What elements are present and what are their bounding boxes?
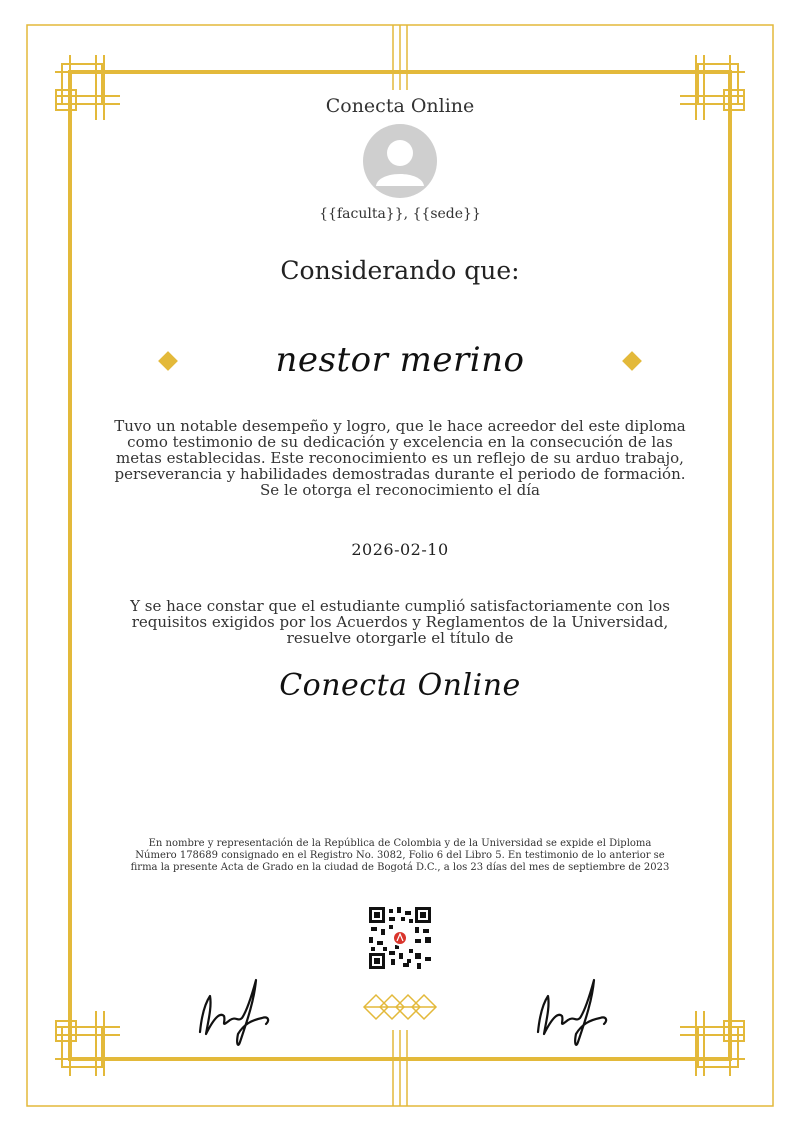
heading: Considerando que: <box>280 256 520 285</box>
diamond-ornament-icon <box>621 350 643 372</box>
signature-right <box>528 972 612 1052</box>
signature-left <box>190 972 274 1052</box>
body-paragraph: Tuvo un notable desempeño y logro, que le hace acreedor del este diploma como testimonio de su dedicación y excelencia en la consecución de las metas establecidas. Este reconocimiento es un reflejo de su arduo trabajo, perseverancia y habilidades demostradas durante el periodo de formación. Se le otorga el reconocimiento el día <box>114 417 686 499</box>
degree-title: Conecta Online <box>279 668 521 703</box>
lattice-knot-ornament-icon <box>360 993 440 1097</box>
award-date: 2026-02-10 <box>351 540 449 559</box>
requirements-paragraph: Y se hace constar que el estudiante cumplió satisfactoriamente con los requisitos exigidos por los Acuerdos y Reglamentos de la Universidad, resuelve otorgarle el título de <box>130 597 670 647</box>
user-avatar-placeholder-icon <box>363 124 437 198</box>
qr-code-icon[interactable] <box>369 907 431 969</box>
legal-text: En nombre y representación de la República de Colombia y de la Universidad se expide el Diploma Número 178689 consignado en el Registro No. 3082, Folio 6 del Libro 5. En testimonio de lo anterior se firma la presente Acta de Grado en la ciudad de Bogotá D.C., a los 23 días del mes de septiembre de 2023 <box>130 838 670 873</box>
institution-name: Conecta Online <box>325 95 475 117</box>
recipient-name: nestor merino <box>275 340 525 380</box>
faculty-placeholder: {{faculta}}, {{sede}} <box>319 206 481 222</box>
